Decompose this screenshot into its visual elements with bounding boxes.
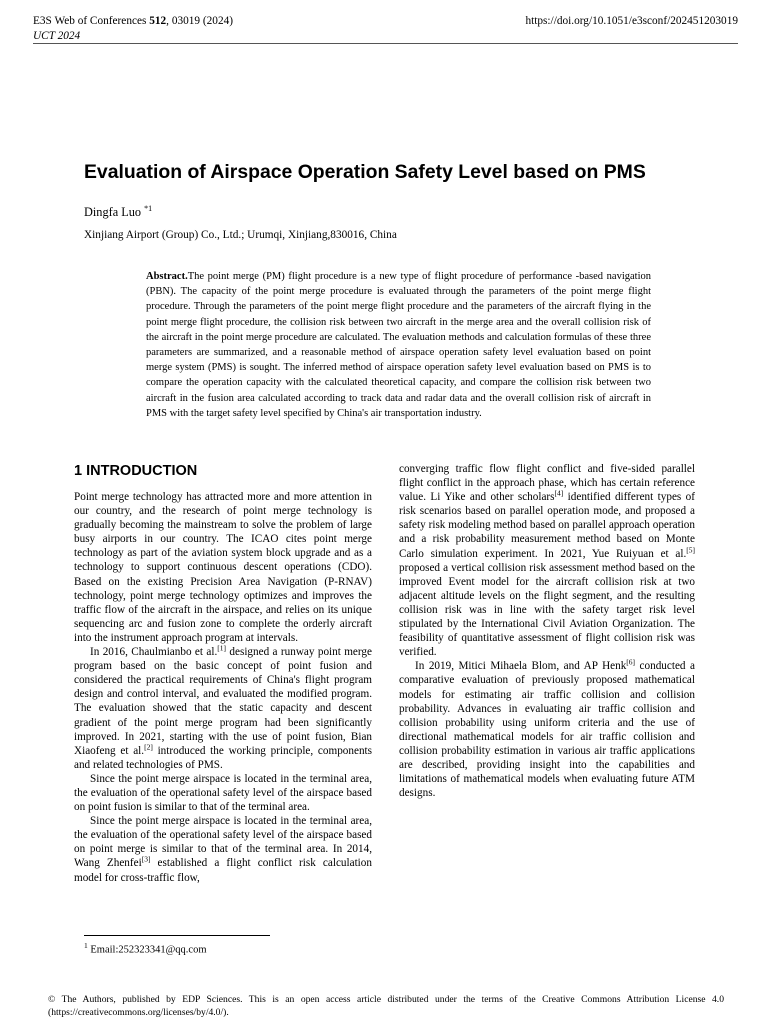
license-notice: © The Authors, published by EDP Sciences. This is an open access article distributed under the terms of the Creative Commons Attribution License 4.0 (https://creativecommons.org/licenses/by/4.0/). bbox=[48, 994, 724, 1018]
paragraph: Since the point merge airspace is located in the terminal area, the evaluation of the operational safety level of the airspace based on point fusion is similar to that of the terminal area. bbox=[74, 772, 372, 814]
citation-ref[interactable]: [6] bbox=[626, 657, 636, 667]
right-column bbox=[399, 462, 695, 800]
citation-ref[interactable]: [1] bbox=[217, 643, 227, 653]
footnote bbox=[84, 941, 207, 956]
paragraph: Since the point merge airspace is located in the terminal area, the evaluation of the operational safety level of the airspace based on point merge is similar to that of the terminal area. In 2014, Wang Zhenfei[3] established a flight conflict risk calculation model for cross-traffic flow, bbox=[74, 815, 372, 884]
footnote-divider bbox=[84, 935, 270, 936]
journal-volume: 512 bbox=[149, 15, 167, 27]
paragraph: In 2016, Chaulmianbo et al.[1] designed a runway point merge program based on the basic concept of point fusion and considered the practical requirements of China's flight program design and control interval, and evaluated the modified program. The evaluation showed that the static capacity and descent gradient of the point merge program had been significantly improved. In 2021, starting with the use of point fusion, Bian Xiaofeng et al.[2] introduced the working principle, components and related technologies of PMS. bbox=[74, 643, 372, 771]
article-info: , 03019 (2024) bbox=[166, 15, 234, 27]
section-heading: 1 INTRODUCTION bbox=[74, 463, 198, 479]
paper-title: Evaluation of Airspace Operation Safety Level based on PMS bbox=[84, 161, 646, 183]
abstract-text: The point merge (PM) flight procedure is a new type of flight procedure of performance -based navigation (PBN). The capacity of the point merge procedure is evaluated through the parameters of the point merge flight procedure. Through the parameters of the point merge flight procedure and the parameters of the aircraft flying in the point merge flight procedure, the collision risk between two aircraft in the merge area and the overall collision risk of the aircraft in the point merge procedure are calculated. The evaluation methods and calculation formulas of these three parameters are summarized, and a reasonable method of airspace operation safety level evaluation based on point merge system (PMS) is sought. The inferred method of airspace operation safety level evaluation based on PMS is to compare the operation capacity with the calculated theoretical capacity, and compare the collision risk between two aircraft in the fusion area calculated according to track data and radar data and the overall collision risk of aircraft in PMS with the target safety level specified by China's air transportation industry. bbox=[146, 271, 651, 419]
footnote-mark: 1 bbox=[84, 941, 88, 950]
paragraph: converging traffic flow flight conflict and five-sided parallel flight conflict in the approach phase, which has certain reference value. Li Yike and other scholars[4] identified different types of risk scenarios based on parallel operation mode, and proposed a safety risk modeling method based on parallel approach operation and a risk probability measurement method based on Monte Carlo simulation experiment. In 2021, Yue Ruiyuan et al.[5] proposed a vertical collision risk assessment method based on the improved Event model for the aircraft collision risk at two adjacent altitude levels on the flight segment, and the resulting collision risk was in line with the safety target risk level stipulated by the International Civil Aviation Organization. The feasibility of quantitative assessment of flight collision risk was verified. bbox=[399, 463, 695, 659]
affiliation: Xinjiang Airport (Group) Co., Ltd.; Urumqi, Xinjiang,830016, China bbox=[84, 229, 397, 241]
paragraph: In 2019, Mitici Mihaela Blom, and AP Henk[6] conducted a comparative evaluation of previously proposed mathematical models for estimating air traffic collision and collision probability. Advances in evaluating air traffic collision and collision probability using uniform criteria and the use of directional mathematical models for air traffic collision and collision probability estimation in various air traffic applications are described, providing insight into the capabilities and limitations of mathematical models when evaluating future ATM designs. bbox=[399, 657, 695, 800]
footnote-email[interactable]: Email:252323341@qq.com bbox=[90, 944, 207, 956]
left-column bbox=[74, 462, 372, 885]
journal-citation bbox=[33, 14, 233, 29]
abstract-label: Abstract. bbox=[146, 271, 188, 282]
citation-ref[interactable]: [3] bbox=[141, 854, 151, 864]
citation-ref[interactable]: [2] bbox=[144, 741, 153, 751]
conference-name: UCT 2024 bbox=[33, 30, 81, 42]
author-mark: *1 bbox=[144, 204, 153, 213]
abstract bbox=[146, 269, 651, 421]
header-divider bbox=[33, 43, 738, 44]
author-name: Dingfa Luo bbox=[84, 205, 142, 220]
doi-link[interactable]: https://doi.org/10.1051/e3sconf/202451203019 bbox=[525, 15, 738, 27]
author-line bbox=[84, 204, 152, 220]
citation-ref[interactable]: [4] bbox=[554, 488, 564, 498]
paragraph: Point merge technology has attracted more and more attention in our country, and the research of point merge technology is gradually becoming the mainstream to solve the problem of large busy airports in our country. The ICAO cites point merge technology as part of the aviation system block upgrade and as a technology to support continuous descent operations (CDO). Based on the existing Precision Area Navigation (P-RNAV) technology, point merge technology optimizes and improves the traffic flow of the aircraft in the airspace, and relies on its unique sequencing arc and fusion zone to complete the orderly aircraft into the instrument approach program at intervals. bbox=[74, 491, 372, 644]
citation-ref[interactable]: [5] bbox=[686, 544, 695, 554]
journal-name: E3S Web of Conferences bbox=[33, 15, 147, 27]
